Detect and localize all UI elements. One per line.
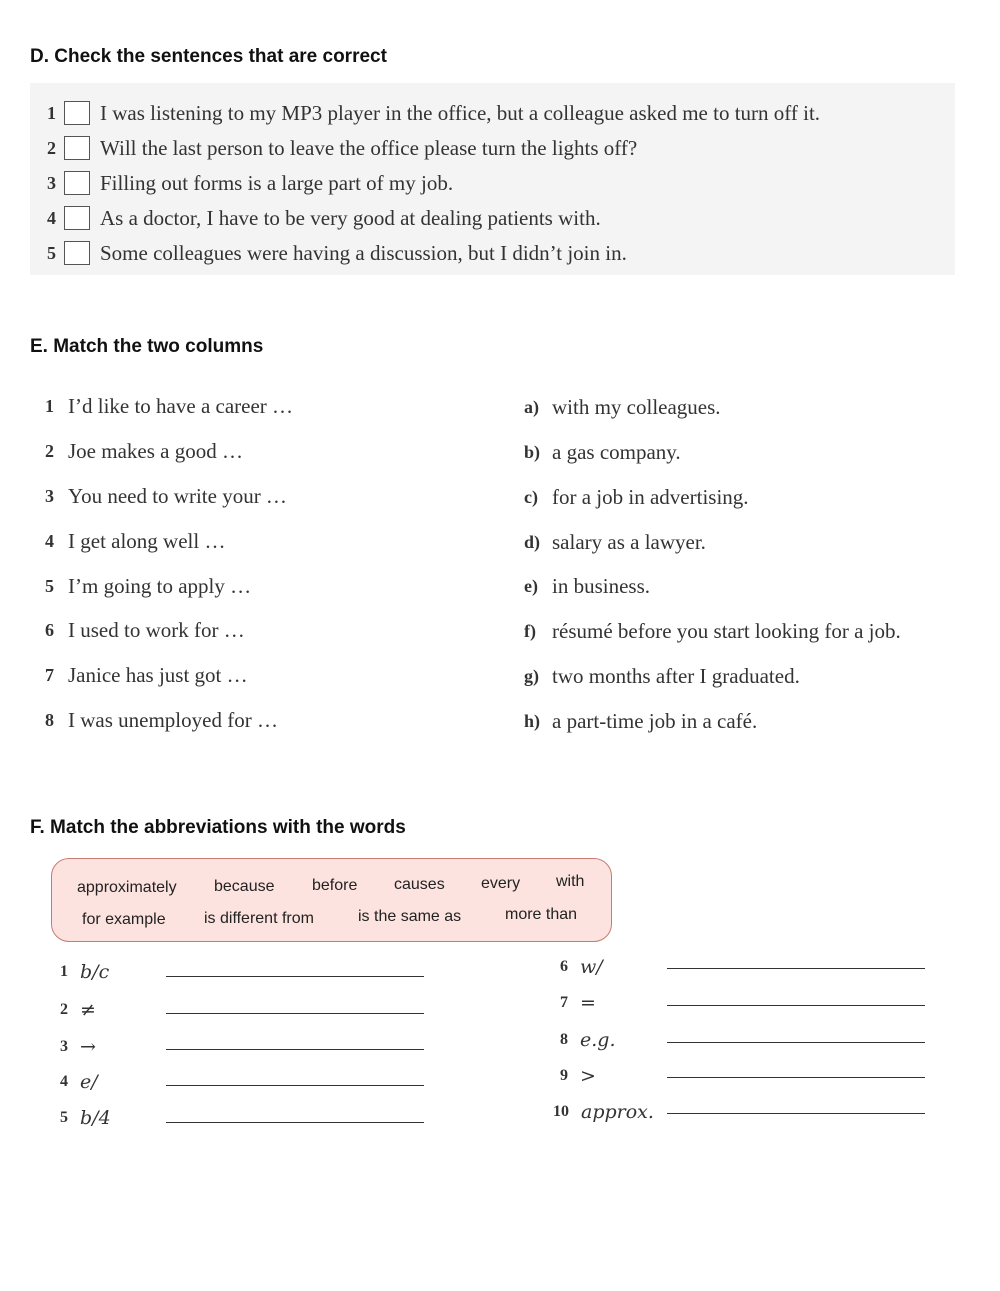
checkbox[interactable] <box>64 136 90 160</box>
abbreviation: b/c <box>80 961 110 983</box>
item-number: 7 <box>560 994 568 1011</box>
item-number: 8 <box>45 709 54 730</box>
abbreviation: e/ <box>80 1071 98 1093</box>
sentence-item <box>38 168 453 198</box>
item-text: Janice has just got … <box>68 662 248 687</box>
sentence-text: As a doctor, I have to be very good at dealing patients with. <box>100 205 601 230</box>
answer-line[interactable] <box>166 1013 424 1014</box>
right-column-item <box>524 706 757 736</box>
left-column-item <box>40 436 243 466</box>
sentence-text: Filling out forms is a large part of my job. <box>100 170 454 195</box>
answer-line[interactable] <box>166 1122 424 1123</box>
sentence-item <box>38 238 627 268</box>
word-bank-item: is the same as <box>358 908 462 925</box>
item-text: I was unemployed for … <box>68 707 278 732</box>
item-letter: g) <box>524 665 539 686</box>
sentence-item <box>38 203 601 233</box>
abbreviation-item <box>60 1033 96 1061</box>
item-text: I get along well … <box>68 528 226 553</box>
item-number: 9 <box>560 1067 568 1084</box>
sentence-number: 5 <box>47 242 56 263</box>
abbreviation-item <box>560 989 596 1017</box>
abbreviation: b/4 <box>80 1107 111 1129</box>
abbreviation-item <box>60 1104 111 1132</box>
item-text: for a job in advertising. <box>552 484 749 509</box>
checkbox[interactable] <box>64 171 90 195</box>
abbreviation-item <box>560 1062 596 1090</box>
section-d-title: D. Check the sentences that are correct <box>30 46 387 67</box>
right-column-item <box>524 437 681 467</box>
sentence-number: 1 <box>47 102 56 123</box>
item-letter: b) <box>524 441 541 462</box>
left-column-item <box>40 526 225 556</box>
item-letter: c) <box>524 486 538 507</box>
word-bank-item: for example <box>82 911 166 928</box>
word-bank-item: with <box>556 873 585 890</box>
checkbox[interactable] <box>64 101 90 125</box>
left-column-item <box>40 571 251 601</box>
item-number: 1 <box>45 395 54 416</box>
abbreviation-item <box>60 1068 98 1096</box>
abbreviation: approx. <box>581 1101 654 1123</box>
item-text: salary as a lawyer. <box>552 529 706 554</box>
right-column-item <box>524 571 650 601</box>
item-text: I’m going to apply … <box>68 573 252 598</box>
sentence-number: 3 <box>47 172 56 193</box>
item-number: 2 <box>60 1001 68 1018</box>
abbreviation: e.g. <box>580 1029 616 1051</box>
left-column-item <box>40 391 293 421</box>
item-text: with my colleagues. <box>552 394 721 419</box>
item-text: in business. <box>552 573 651 598</box>
sentence-number: 4 <box>47 207 56 228</box>
abbreviation-item <box>560 953 603 981</box>
right-column-item <box>524 616 901 646</box>
item-number: 7 <box>45 664 54 685</box>
answer-line[interactable] <box>667 1113 925 1114</box>
item-text: You need to write your … <box>68 483 287 508</box>
word-bank-item: every <box>481 875 521 892</box>
left-column-item <box>40 615 245 645</box>
word-bank-item: is different from <box>204 910 314 927</box>
item-number: 3 <box>60 1038 68 1055</box>
word-bank <box>51 858 612 942</box>
item-letter: a) <box>524 396 539 417</box>
item-number: 8 <box>560 1031 568 1048</box>
answer-line[interactable] <box>166 1085 424 1086</box>
sentence-item <box>38 98 820 128</box>
answer-line[interactable] <box>166 976 424 977</box>
item-text: I used to work for … <box>68 617 245 642</box>
right-column-item <box>524 527 706 557</box>
section-f-title: F. Match the abbreviations with the words <box>30 817 406 838</box>
item-number: 6 <box>560 958 568 975</box>
word-bank-item: causes <box>394 876 445 893</box>
right-column-item <box>524 482 749 512</box>
item-letter: d) <box>524 531 541 552</box>
item-text: I’d like to have a career … <box>68 393 294 418</box>
abbreviation-item <box>60 958 109 986</box>
left-column-item <box>40 660 248 690</box>
answer-line[interactable] <box>667 1077 925 1078</box>
checkbox[interactable] <box>64 241 90 265</box>
abbreviation: → <box>80 1036 96 1058</box>
answer-line[interactable] <box>166 1049 424 1050</box>
word-bank-item: because <box>214 878 275 895</box>
word-bank-item: before <box>312 877 358 894</box>
abbreviation-item <box>60 996 96 1024</box>
item-number: 2 <box>45 440 54 461</box>
item-number: 4 <box>60 1073 68 1090</box>
sentence-text: Will the last person to leave the office please turn the lights off? <box>100 135 638 160</box>
sentence-text: Some colleagues were having a discussion, but I didn’t join in. <box>100 240 627 265</box>
sentence-item <box>38 133 637 163</box>
word-bank-item: approximately <box>77 879 177 896</box>
item-text: résumé before you start looking for a job. <box>552 618 901 643</box>
checkbox[interactable] <box>64 206 90 230</box>
item-text: a part-time job in a café. <box>552 708 758 733</box>
item-text: a gas company. <box>552 439 681 464</box>
item-text: two months after I graduated. <box>552 663 800 688</box>
sentence-text: I was listening to my MP3 player in the office, but a colleague asked me to turn off it. <box>100 100 821 125</box>
item-number: 6 <box>45 619 54 640</box>
item-letter: e) <box>524 575 538 596</box>
abbreviation-item <box>553 1098 654 1126</box>
right-column-item <box>524 392 721 422</box>
item-letter: f) <box>524 620 536 641</box>
item-number: 5 <box>45 575 54 596</box>
left-column-item <box>40 481 287 511</box>
item-number: 5 <box>60 1109 68 1126</box>
item-number: 10 <box>553 1103 569 1120</box>
sentence-number: 2 <box>47 137 56 158</box>
item-letter: h) <box>524 710 541 731</box>
abbreviation: > <box>580 1065 596 1087</box>
right-column-item <box>524 661 800 691</box>
item-text: Joe makes a good … <box>68 438 243 463</box>
abbreviation-item <box>560 1026 616 1054</box>
left-column-item <box>40 705 278 735</box>
item-number: 1 <box>60 963 68 980</box>
abbreviation: ≠ <box>80 999 96 1021</box>
abbreviation: = <box>580 992 596 1014</box>
abbreviation: w/ <box>580 956 603 978</box>
answer-line[interactable] <box>667 968 925 969</box>
word-bank-item: more than <box>505 906 578 923</box>
answer-line[interactable] <box>667 1042 925 1043</box>
item-number: 4 <box>45 530 54 551</box>
item-number: 3 <box>45 485 54 506</box>
section-e-title: E. Match the two columns <box>30 336 264 357</box>
answer-line[interactable] <box>667 1005 925 1006</box>
